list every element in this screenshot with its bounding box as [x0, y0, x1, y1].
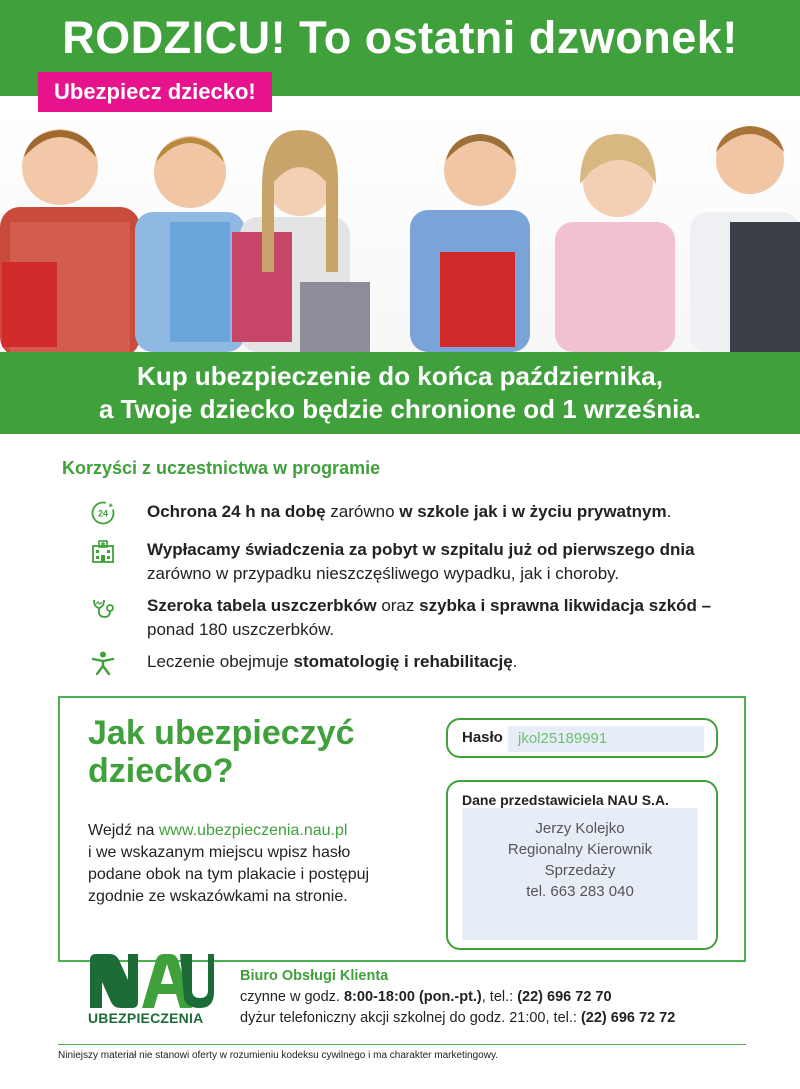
child-figure: [135, 136, 245, 352]
password-field[interactable]: jkol25189991: [508, 726, 704, 752]
representative-details: [462, 808, 698, 940]
hospital-icon: [90, 538, 116, 564]
child-figure: [690, 126, 800, 352]
benefit-3-text-b: –: [696, 596, 712, 615]
page-title: RODZICU! To ostatni dzwonek!: [62, 12, 738, 63]
child-figure: [410, 134, 530, 352]
how-to-instructions: [88, 820, 408, 908]
how-to-line: zgodnie ze wskazówkami na stronie.: [88, 888, 348, 905]
24h-icon: [90, 500, 116, 526]
benefit-2-line-1: Wypłacamy świadczenia za pobyt w szpitalu już od pierwszego dnia: [147, 540, 695, 559]
office-phone: (22) 696 72 70: [517, 989, 612, 1005]
office-tel-label: , tel.:: [481, 989, 518, 1005]
offer-line-1: Kup ubezpieczenie do końca października,: [137, 361, 663, 391]
benefit-1-bold-a: Ochrona 24 h na dobę: [147, 502, 326, 521]
benefit-1-text-b: .: [666, 502, 672, 521]
how-to-title-line-1: Jak ubezpieczyć: [88, 714, 355, 752]
how-to-line: podane obok na tym plakacie i postępuj: [88, 866, 370, 883]
stethoscope-icon: [90, 594, 116, 620]
benefit-4-bold: stomatologię i rehabilitację: [293, 652, 513, 671]
benefit-1-text-a: zarówno: [325, 502, 400, 521]
logo-subtitle: UBEZPIECZENIA: [88, 1010, 204, 1026]
office-hours-prefix: czynne w godz.: [240, 989, 344, 1005]
children-illustration: [0, 112, 800, 352]
how-to-title-line-2: dziecko?: [88, 752, 234, 790]
representative-title: Dane przedstawiciela NAU S.A.: [462, 792, 669, 808]
representative-line: Regionalny Kierownik: [507, 841, 653, 858]
benefit-item: [90, 538, 770, 586]
benefit-3-bold-a: Szeroka tabela uszczerbków: [147, 596, 377, 615]
benefit-4-text-a: Leczenie obejmuje: [147, 652, 294, 671]
benefit-3-line-2: ponad 180 uszczerbków.: [147, 620, 335, 639]
representative-line: Sprzedaży: [544, 862, 616, 879]
offer-banner: [0, 352, 800, 434]
24h-icon-label: 24: [97, 508, 109, 519]
office-title: Biuro Obsługi Klienta: [240, 968, 389, 984]
password-label: Hasło: [462, 729, 503, 746]
offer-line-2: a Twoje dziecko będzie chronione od 1 września.: [99, 394, 701, 424]
benefit-item: [90, 594, 770, 642]
how-to-title: [88, 714, 398, 790]
footer-divider: [58, 1044, 746, 1045]
how-to-line: i we wskazanym miejscu wpisz hasło: [88, 844, 351, 861]
duty-phone: (22) 696 72 72: [580, 1010, 676, 1026]
child-figure: [232, 130, 370, 352]
benefit-1-bold-b: w szkole jak i w życiu prywatnym: [399, 502, 667, 521]
person-icon: [90, 650, 116, 676]
benefit-3-text-a: oraz: [376, 596, 420, 615]
website-link[interactable]: www.ubezpieczenia.nau.pl: [158, 822, 348, 839]
duty-phone-prefix: dyżur telefoniczny akcji szkolnej do godz. 21:00, tel.:: [240, 1010, 581, 1026]
how-to-text-prefix: Wejdź na: [88, 822, 159, 839]
child-figure: [555, 134, 675, 352]
tagline-badge: Ubezpiecz dziecko!: [38, 72, 272, 112]
customer-office: [240, 966, 760, 1029]
child-figure: [0, 129, 140, 352]
benefits-title: Korzyści z uczestnictwa w programie: [62, 458, 381, 478]
benefit-2-line-2: zarówno w przypadku nieszczęśliwego wypadku, jak i choroby.: [147, 564, 620, 583]
benefit-3-bold-b: szybka i sprawna likwidacja szkód: [419, 596, 697, 615]
representative-line: tel. 663 283 040: [526, 883, 634, 900]
benefit-4-text-b: .: [512, 652, 518, 671]
children-photo: [0, 112, 800, 352]
office-hours: 8:00-18:00 (pon.-pt.): [343, 989, 482, 1005]
representative-line: Jerzy Kolejko: [535, 820, 625, 837]
benefit-item: [90, 650, 770, 674]
disclaimer: Niniejszy materiał nie stanowi oferty w rozumieniu kodeksu cywilnego i ma charakter marketingowy.: [58, 1050, 498, 1061]
benefit-item: [90, 500, 770, 524]
